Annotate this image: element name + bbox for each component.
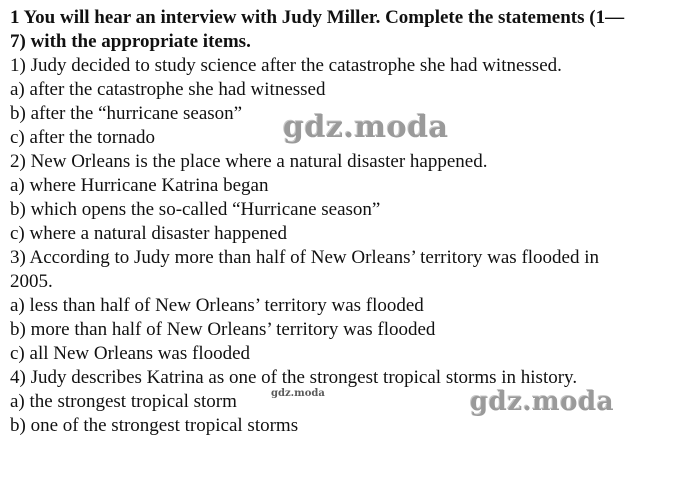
option-2c: c) where a natural disaster happened	[10, 223, 287, 244]
statement-1: 1) Judy decided to study science after the catastrophe she had witnessed.	[10, 55, 562, 76]
option-4b: b) one of the strongest tropical storms	[10, 415, 299, 436]
option-2a: a) where Hurricane Katrina began	[10, 175, 269, 196]
watermark-logo-main: gdz.moda	[283, 110, 449, 145]
task-heading-line-1: 1 You will hear an interview with Judy Miller. Complete the statements (1—	[10, 7, 625, 28]
watermark-logo-small: gdz.moda	[271, 388, 325, 399]
statement-3-line-1: 3) According to Judy more than half of New Orleans’ territory was flooded in	[10, 247, 600, 268]
option-1b: b) after the “hurricane season”	[10, 103, 243, 124]
statement-3-line-2: 2005.	[10, 271, 53, 292]
option-3a: a) less than half of New Orleans’ territory was flooded	[10, 295, 424, 316]
task-heading-line-2: 7) with the appropriate items.	[10, 31, 251, 52]
watermark-logo-bottom: gdz.moda	[470, 387, 615, 417]
statement-2: 2) New Orleans is the place where a natural disaster happened.	[10, 151, 488, 172]
option-1a: a) after the catastrophe she had witnessed	[10, 79, 326, 100]
option-2b: b) which opens the so-called “Hurricane season”	[10, 199, 381, 220]
option-3c: c) all New Orleans was flooded	[10, 343, 251, 364]
option-4a: a) the strongest tropical storm	[10, 391, 237, 412]
option-1c: c) after the tornado	[10, 127, 156, 148]
statement-4: 4) Judy describes Katrina as one of the strongest tropical storms in history.	[10, 367, 578, 388]
option-3b: b) more than half of New Orleans’ territory was flooded	[10, 319, 436, 340]
